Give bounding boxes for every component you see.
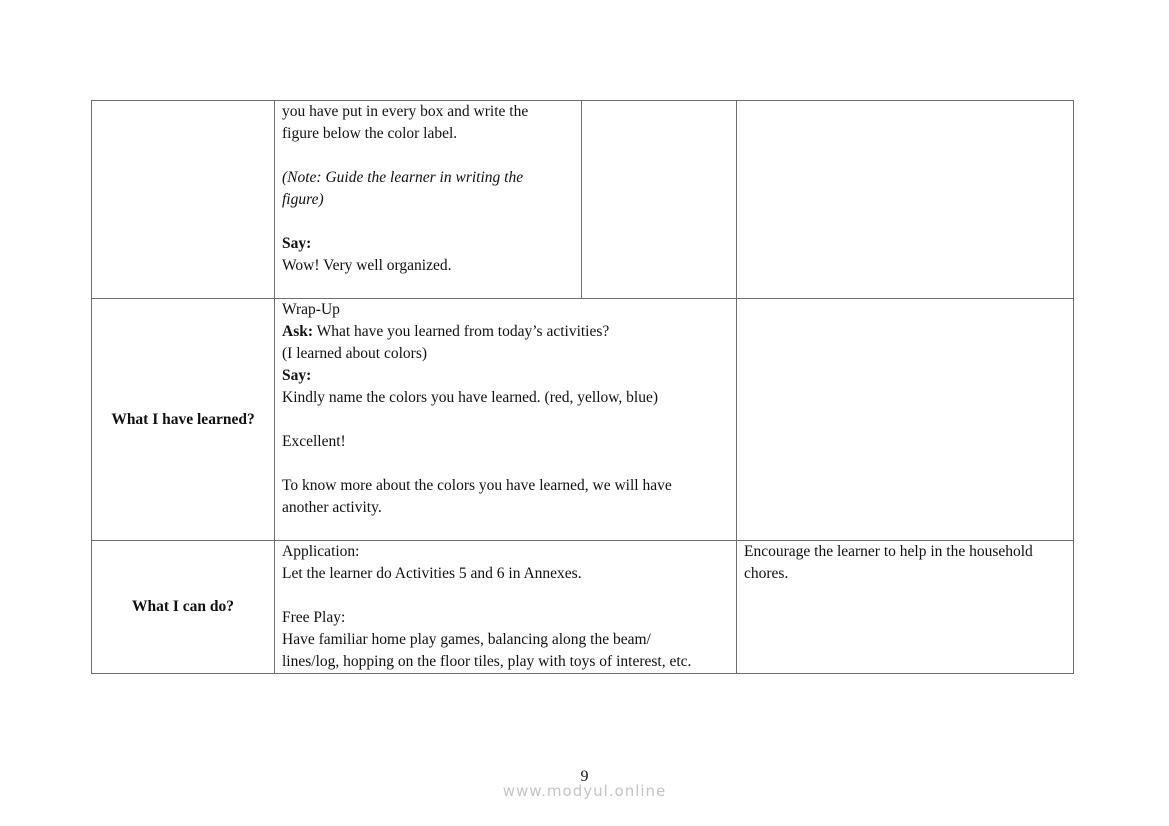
row2-activity-cell — [275, 299, 737, 541]
table-row-what-i-can-do — [92, 541, 1074, 674]
row1-col3-cell — [582, 101, 737, 299]
row1-remarks-cell — [737, 101, 1074, 299]
application-text: Let the learner do Activities 5 and 6 in Annexes. — [282, 565, 582, 582]
watermark: www.modyul.online — [502, 782, 667, 800]
closing-text: To know more about the colors you have learned, we will have — [282, 477, 672, 494]
expected-answer: (I learned about colors) — [282, 345, 428, 362]
ask-line — [282, 321, 729, 343]
section-label: What I can do? — [92, 541, 275, 674]
row3-remarks-cell — [737, 541, 1074, 674]
say-label: Say: — [282, 235, 312, 252]
page-number: 9 — [580, 768, 589, 785]
activity-text-line: you have put in every box and write the — [282, 103, 529, 120]
praise-text: Excellent! — [282, 433, 346, 450]
teacher-note: figure) — [282, 191, 324, 208]
remarks-text: chores. — [744, 565, 789, 582]
closing-text: another activity. — [282, 499, 382, 516]
remarks-text: Encourage the learner to help in the household — [744, 543, 1033, 560]
say-label: Say: — [282, 367, 312, 384]
lesson-plan-table — [91, 100, 1074, 674]
wrap-up-heading: Wrap-Up — [282, 301, 340, 318]
ask-text: What have you learned from today’s activities? — [313, 323, 610, 340]
row1-activity-cell — [275, 101, 582, 299]
say-text: Kindly name the colors you have learned. (red, yellow, blue) — [282, 389, 659, 406]
teacher-note: (Note: Guide the learner in writing the — [282, 169, 524, 186]
row2-remarks-cell — [737, 299, 1074, 541]
table-row-what-i-have-learned — [92, 299, 1074, 541]
say-text: Wow! Very well organized. — [282, 257, 452, 274]
row3-activity-cell — [275, 541, 737, 674]
ask-label: Ask: — [282, 323, 314, 340]
free-play-text: lines/log, hopping on the floor tiles, play with toys of interest, etc. — [282, 653, 692, 670]
free-play-text: Have familiar home play games, balancing along the beam/ — [282, 631, 651, 648]
section-label: What I have learned? — [92, 299, 275, 541]
row1-label-cell — [92, 101, 275, 299]
application-heading: Application: — [282, 543, 360, 560]
free-play-heading: Free Play: — [282, 609, 346, 626]
table-row-continued — [92, 101, 1074, 299]
activity-text-line: figure below the color label. — [282, 125, 458, 142]
